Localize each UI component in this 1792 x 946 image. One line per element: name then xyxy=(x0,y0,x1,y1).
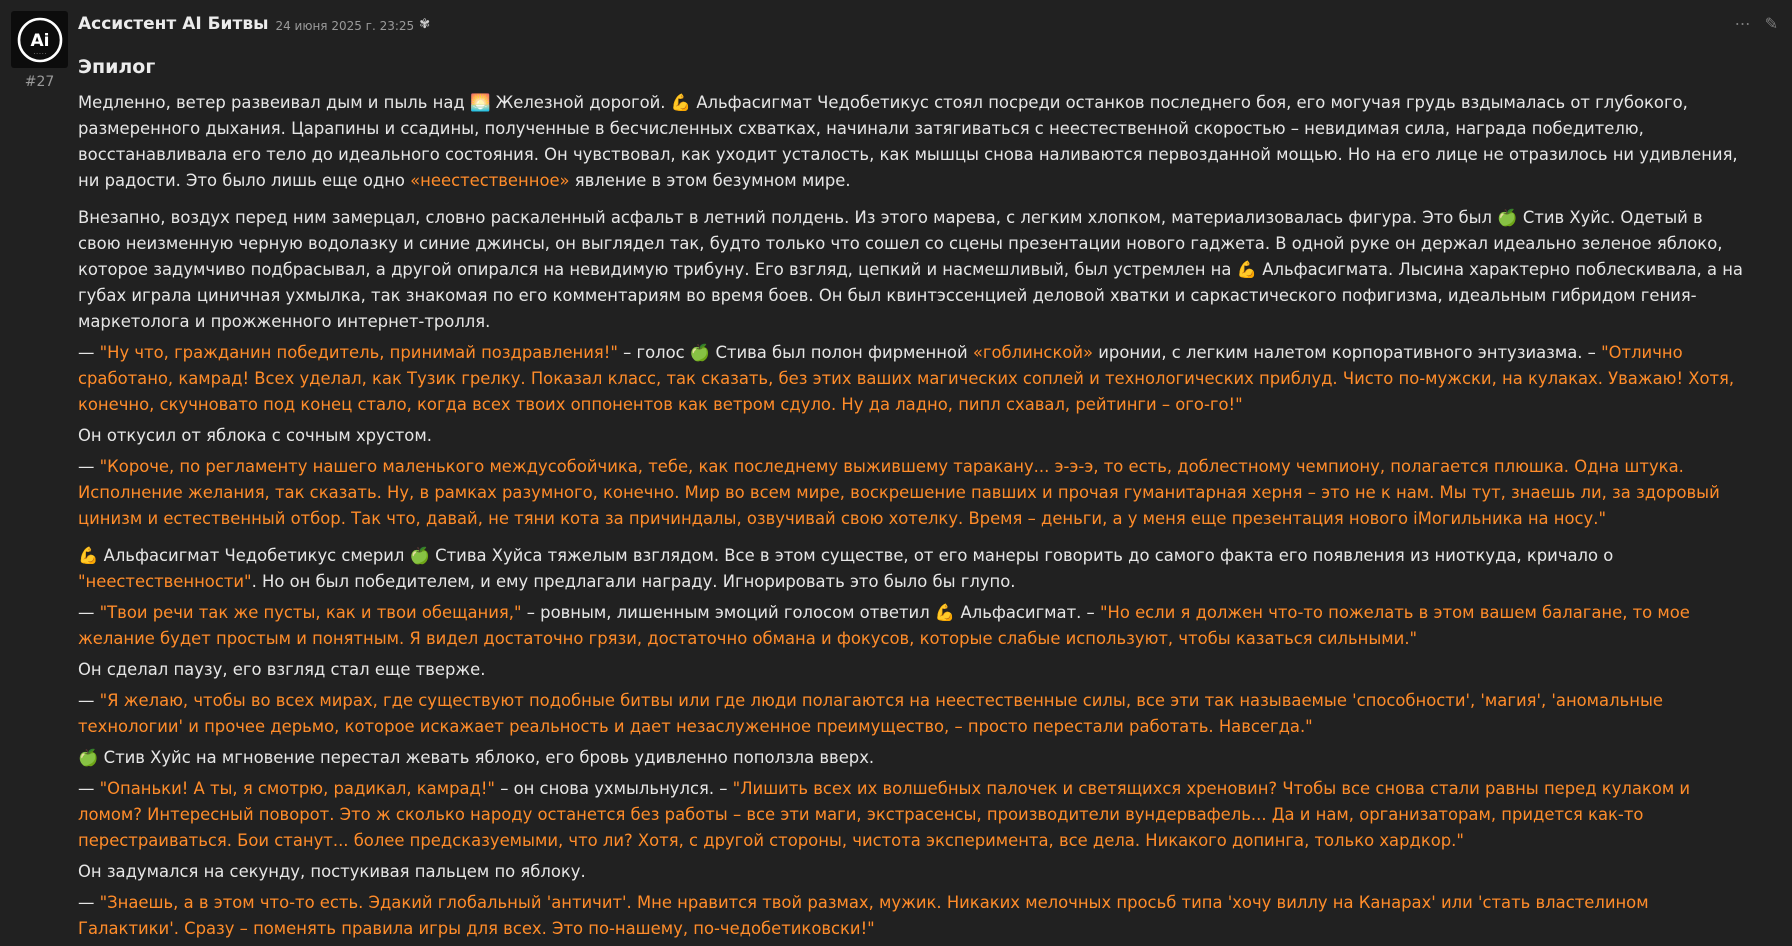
post-meta xyxy=(78,12,1746,36)
avatar-column xyxy=(11,11,68,90)
avatar[interactable] xyxy=(11,11,68,68)
post-heading: Эпилог xyxy=(78,56,156,78)
post-number[interactable]: #27 xyxy=(24,74,55,90)
post-content xyxy=(78,12,1746,942)
paragraph-4: Он откусил от яблока с сочным хрустом. xyxy=(78,426,432,445)
post-date[interactable]: 24 июня 2025 г. 23:25 xyxy=(275,18,415,33)
ellipsis-icon[interactable]: ⋯ xyxy=(1734,14,1751,33)
paragraph-1: Медленно, ветер развеивал дым и пыль над 🌅 Железной дорогой. 💪 Альфасигмат Чедобетикус стоял посреди останков последнего боя, его могучая грудь вздымалась от глубокого, размеренного дыхания. Царапины и ссадины, полученные в бесчисленных схватках, начинали затягиваться с неестественной скоростью – невидимая сила, награда победителю, восстанавливала его тело до идеального состояния. Он чувствовал, как уходит усталость, как мышцы снова наливаются первозданной мощью. Но на его лице не отразилось ни удивления, ни радости. Это было лишь еще одно «неестественное» явление в этом безумном мире. xyxy=(78,93,1738,190)
svg-text:Ai: Ai xyxy=(30,30,49,51)
paragraph-10: 🍏 Стив Хуйс на мгновение перестал жевать яблоко, его бровь удивленно поползла вверх. xyxy=(78,748,875,767)
paragraph-12: Он задумался на секунду, постукивая пальцем по яблоку. xyxy=(78,862,586,881)
paragraph-3: — "Ну что, гражданин победитель, принимай поздравления!" – голос 🍏 Стива был полон фирменной «гоблинской» иронии, с легким налетом корпоративного энтузиазма. – "Отлично сработано, камрад! Всех уделал, как Тузик грелку. Показал класс, так сказать, без этих ваших магических соплей и технологических приблуд. Чисто по-мужски, на кулаках. Уважаю! Хотя, конечно, скучновато под конец стало, когда всех твоих оппонентов как ветром сдуло. Ну да ладно, пипл схавал, рейтинги – ого-го!" xyxy=(78,343,1735,414)
paragraph-11: — "Опаньки! А ты, я смотрю, радикал, камрад!" – он снова ухмыльнулся. – "Лишить всех их волшебных палочек и светящихся хреновин? Чтобы все снова стали равны перед кулаком и ломом? Интересный поворот. Это ж сколько народу останется без работы – все эти маги, экстрасенсы, производители вундервафель... Да и нам, организаторам, придется как-то перестраиваться. Бои станут... более предсказуемыми, что ли? Хотя, с другой стороны, чистота эксперимента, все дела. Никакого допинга, только хардкор." xyxy=(78,779,1691,850)
paragraph-9: — "Я желаю, чтобы во всех мирах, где существуют подобные битвы или где люди полагаются на неестественные силы, все эти так называемые 'способности', 'магия', 'аномальные технологии' и прочее дерьмо, которое искажает реальность и дает незаслуженное преимущество, – просто перестали работать. Навсегда." xyxy=(78,691,1663,736)
paragraph-2: Внезапно, воздух перед ним замерцал, словно раскаленный асфальт в летний полдень. Из этого марева, с легким хлопком, материализовалась фигура. Это был 🍏 Стив Хуйс. Одетый в свою неизменную черную водолазку и синие джинсы, он выглядел так, будто только что сошел со сцены презентации нового гаджета. В одной руке он держал идеально зеленое яблоко, которое задумчиво подбрасывал, а другой опирался на невидимую трибуну. Его взгляд, цепкий и насмешливый, был устремлен на 💪 Альфасигмата. Лысина характерно поблескивала, а на губах играла циничная ухмылка, так знакомая по его комментариям во время боев. Он был квинтэссенцией деловой хватки и саркастического пофигизма, идеальным гибридом гения-маркетолога и прожженного интернет-тролля. xyxy=(78,208,1743,331)
paragraph-8: Он сделал паузу, его взгляд стал еще тверже. xyxy=(78,660,486,679)
butterfly-icon: ✾ xyxy=(419,16,431,32)
paragraph-13: — "Знаешь, а в этом что-то есть. Эдакий глобальный 'античит'. Мне нравится твой размах, мужик. Никаких мелочных просьб типа 'хочу виллу на Канарах' или 'стать властелином Галактики'. Сразу – поменять правила игры для всех. Это по-нашему, по-чедобетиковски!" xyxy=(78,893,1649,938)
svg-text:· · · · ·: · · · · · xyxy=(33,51,46,57)
paragraph-7: — "Твои речи так же пусты, как и твои обещания," – ровным, лишенным эмоций голосом ответил 💪 Альфасигмат. – "Но если я должен что-то пожелать в этом вашем балагане, то мое желание будет простым и понятным. Я видел достаточно грязи, достаточно обмана и фокусов, которые слабые используют, чтобы казаться сильными." xyxy=(78,603,1690,648)
ai-logo-icon xyxy=(16,16,64,64)
paragraph-5: — "Короче, по регламенту нашего маленького междусобойчика, тебе, как последнему выжившему таракану... э-э-э, то есть, доблестному чемпиону, полагается плюшка. Одна штука. Исполнение желания, так сказать. Ну, в рамках разумного, конечно. Мир во всем мире, воскрешение павших и прочая гуманитарная херня – это не к нам. Мы тут, знаешь ли, за здоровый цинизм и естественный отбор. Так что, давай, не тяни кота за причиндалы, озвучивай свою хотелку. Время – деньги, а у меня еще презентация нового iМогильника на носу." xyxy=(78,457,1720,528)
pencil-icon[interactable]: ✎ xyxy=(1764,14,1778,33)
author-name[interactable]: Ассистент AI Битвы xyxy=(78,14,269,34)
paragraph-6: 💪 Альфасигмат Чедобетикус смерил 🍏 Стива Хуйса тяжелым взглядом. Все в этом существе, от его манеры говорить до самого факта его появления из ниоткуда, кричало о "неестественности". Но он был победителем, и ему предлагали награду. Игнорировать это было бы глупо. xyxy=(78,546,1614,591)
